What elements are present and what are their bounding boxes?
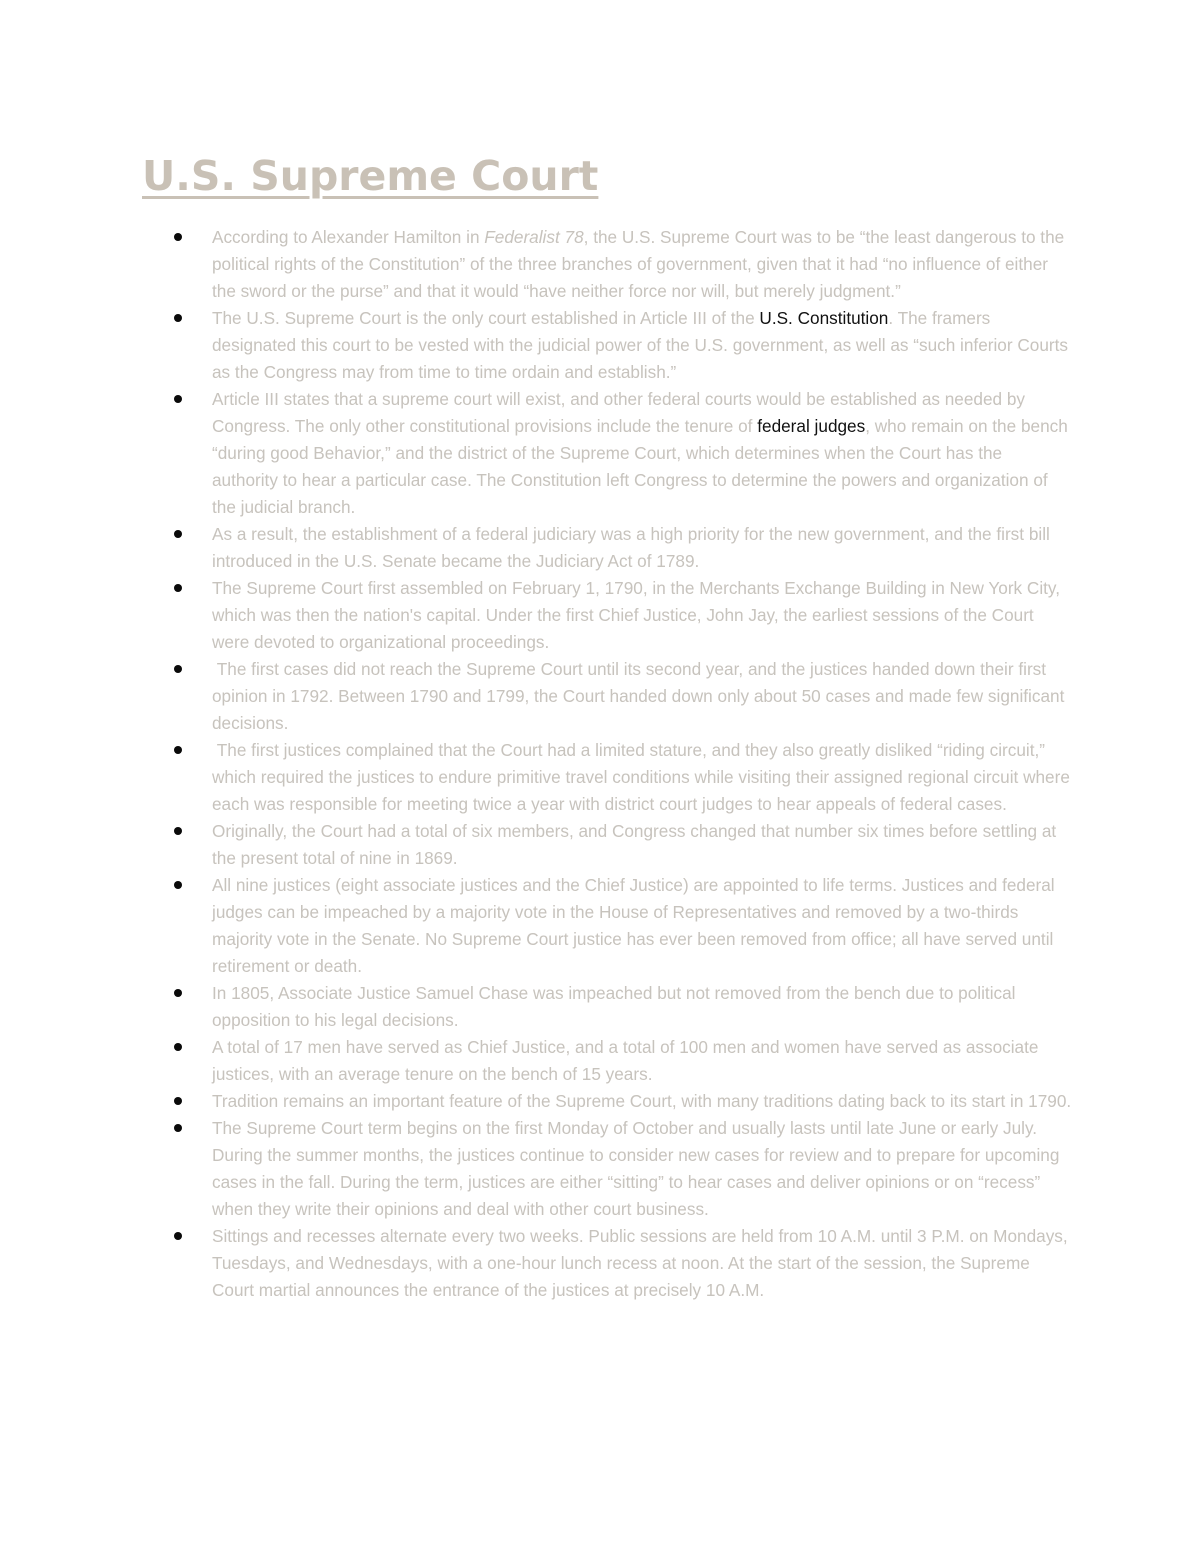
item-text: , who remain on the bench “during good Behavior,” and the district of the Supreme Court, which determines when the Court has the authority to hear a particular case. The Constitution left Congress to determine the powers and organization of the judicial branch.	[212, 416, 1068, 517]
list-item	[212, 656, 1072, 737]
federalist-78-title: Federalist 78	[484, 227, 584, 247]
list-item	[212, 1034, 1072, 1088]
list-item	[212, 1115, 1072, 1223]
bullet-dot-icon	[174, 1232, 182, 1240]
item-text: The U.S. Supreme Court is the only court established in Article III of the	[212, 308, 760, 328]
item-text: The first justices complained that the Court had a limited stature, and they also greatly disliked “riding circuit,” which required the justices to endure primitive travel conditions while visiting their assigned regional circuit where each was responsible for meeting twice a year with district court judges to hear appeals of federal cases.	[212, 740, 1070, 814]
item-text: A total of 17 men have served as Chief Justice, and a total of 100 men and women have served as associate justices, with an average tenure on the bench of 15 years.	[212, 1037, 1039, 1084]
list-item	[212, 521, 1072, 575]
bullet-dot-icon	[174, 584, 182, 592]
us-constitution-link[interactable]: U.S. Constitution	[759, 308, 889, 328]
federal-judges-link[interactable]: federal judges	[757, 416, 866, 436]
bullet-list	[0, 224, 1200, 1304]
bullet-dot-icon	[174, 1124, 182, 1132]
page-title: U.S. Supreme Court	[142, 152, 599, 200]
bullet-dot-icon	[174, 881, 182, 889]
item-text: The Supreme Court first assembled on February 1, 1790, in the Merchants Exchange Building in New York City, which was then the nation's capital. Under the first Chief Justice, John Jay, the earliest sessions of the Court were devoted to organizational proceedings.	[212, 578, 1061, 652]
bullet-dot-icon	[174, 233, 182, 241]
bullet-dot-icon	[174, 530, 182, 538]
list-item	[212, 1088, 1072, 1115]
item-text: Sittings and recesses alternate every two weeks. Public sessions are held from 10 A.M. until 3 P.M. on Mondays, Tuesdays, and Wednesdays, with a one-hour lunch recess at noon. At the start of the session, the Supreme Court martial announces the entrance of the justices at precisely 10 A.M.	[212, 1226, 1068, 1300]
bullet-dot-icon	[174, 827, 182, 835]
bullet-dot-icon	[174, 395, 182, 403]
item-text: All nine justices (eight associate justices and the Chief Justice) are appointed to life terms. Justices and federal judges can be impeached by a majority vote in the House of Representatives and removed by a two-thirds majority vote in the Senate. No Supreme Court justice has ever been removed from office; all have served until retirement or death.	[212, 875, 1055, 976]
item-text: Article III states that a supreme court will exist, and other federal courts would be established as needed by Congress. The only other constitutional provisions include the tenure of	[212, 389, 1026, 436]
item-text: , the U.S. Supreme Court was to be “the least dangerous to the political rights of the Constitution” of the three branches of government, given that it had “no influence of either the sword or the purse” and that it would “have neither force nor will, but merely judgment.”	[212, 227, 1065, 301]
bullet-dot-icon	[174, 1097, 182, 1105]
item-text: . The framers designated this court to be vested with the judicial power of the U.S. government, as well as “such inferior Courts as the Congress may from time to time ordain and establish.”	[212, 308, 1068, 382]
item-text: Originally, the Court had a total of six members, and Congress changed that number six times before settling at the present total of nine in 1869.	[212, 821, 1057, 868]
list-item	[212, 980, 1072, 1034]
item-text: According to Alexander Hamilton in	[212, 227, 485, 247]
list-item	[212, 305, 1072, 386]
item-text: Tradition remains an important feature of the Supreme Court, with many traditions dating back to its start in 1790.	[212, 1091, 1072, 1111]
bullet-dot-icon	[174, 314, 182, 322]
list-item	[212, 1223, 1072, 1304]
item-text: The first cases did not reach the Supreme Court until its second year, and the justices handed down their first opinion in 1792. Between 1790 and 1799, the Court handed down only about 50 cases and made few significant decisions.	[212, 659, 1065, 733]
list-item	[212, 737, 1072, 818]
list-item	[212, 575, 1072, 656]
list-item	[212, 386, 1072, 521]
item-text: In 1805, Associate Justice Samuel Chase was impeached but not removed from the bench due to political opposition to his legal decisions.	[212, 983, 1016, 1030]
bullet-dot-icon	[174, 746, 182, 754]
list-item	[212, 872, 1072, 980]
item-text: The Supreme Court term begins on the first Monday of October and usually lasts until late June or early July. During the summer months, the justices continue to consider new cases for review and to prepare for upcoming cases in the fall. During the term, justices are either “sitting” to hear cases and deliver opinions or on “recess” when they write their opinions and deal with other court business.	[212, 1118, 1060, 1219]
bullet-dot-icon	[174, 665, 182, 673]
list-item	[212, 224, 1072, 305]
item-text: As a result, the establishment of a federal judiciary was a high priority for the new government, and the first bill introduced in the U.S. Senate became the Judiciary Act of 1789.	[212, 524, 1050, 571]
bullet-dot-icon	[174, 1043, 182, 1051]
list-item	[212, 818, 1072, 872]
bullet-dot-icon	[174, 989, 182, 997]
